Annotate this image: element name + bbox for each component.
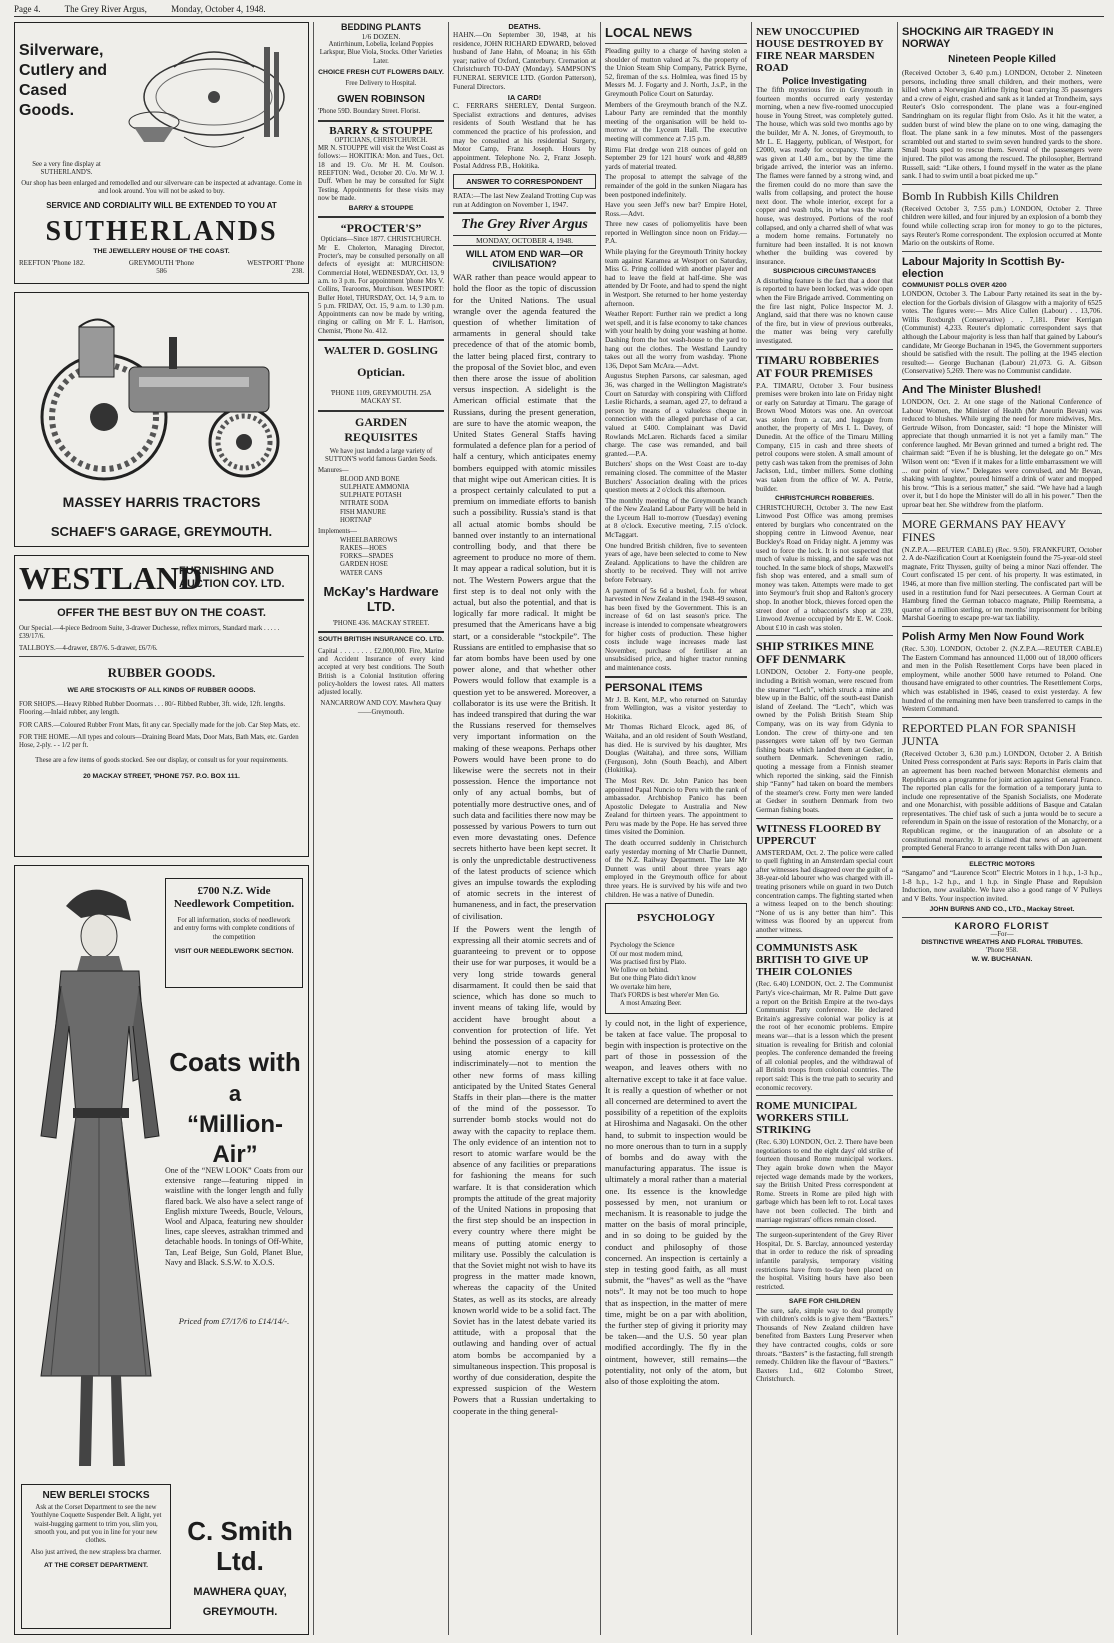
c-smith-ad — [14, 865, 309, 1635]
coats-line3: “Million-Air” — [187, 1111, 283, 1168]
psychology-poem-line: That's FORDS is best where'er Men Go. — [610, 992, 720, 999]
editorial-text: WAR rather than peace would appear to hold the floor as the topic of discussion for the United Nations. The usual wrangle over the agenda featured the question of whether limitation of armaments in general should take precedence of that of the atomic bomb, the latter being placed first, contrary to the proposal of the Soviet bloc, and even then there arose the issue of abolition versus inspection. A sidelight is the American official estimate that the Russians, during the present generation, are sure to have the atomic weapon, the United States General Staffs having formulated a defence plan for a period of half a century, which anticipates enemy bombers equipped with atomic missiles that might wipe out American cities. It is a prospect certainly calculated to put a premium on immediate efforts to banish such a possibility. Russia's stand is that all actual atomic bombs should be banned over instantly to an international controlling body, and that there be agreement to produce no more of them. It may appear a radical solution, but it is not. The Western Powers argue that the first step is to deal not only with the actual, but also the potential, and that is logically far more radical. It might be presumed that the Americans have a big start, or a considerable “stockpile”. The Russians are entitled to emphasise that so far atom bombs have been used by one power alone, and that whether other Powers would follow that example is a question yet to be answered. Moreover, a collaborator is its use were the British. It has indeed transpired that during the war the Russians reserved for themselves very important information on the making of these weapons. Perhaps other Powers would have been prone to do likewise were the secrets not in their possession. Hence the importance not only of any actual bombs, but of potentially more destructive ones, and of such data and facilities there now may be possessed by various Powers to turn out even more devastating ones. Defence secrets hitherto have been kept secret. It is only the unpredictable destructiveness of the latest products of science which gives an impulse towards the exploding of atomic secrets in the interest of humaneness, and in fact, the preservation of civilisation. — [453, 272, 596, 921]
garden-intro: We have just landed a large variety of SUTTON'S world famous Garden Seeds. — [325, 447, 437, 463]
local-news-item: Rimu Flat dredge won 218 ounces of gold on September 29 for 121 hours' work and 48,889 yards of material treated. — [605, 145, 747, 171]
psychology-poem-line: But one thing Plato didn't know — [610, 975, 697, 983]
suspicious-title: SUSPICIOUS CIRCUMSTANCES — [773, 268, 876, 276]
gwen-address: 'Phone 59D. Boundary Street. Florist. — [318, 108, 421, 116]
coats-price: Priced from £7/17/6 to £14/14/-. — [178, 1316, 290, 1326]
christchurch-title: CHRISTCHURCH ROBBERIES. — [775, 495, 874, 503]
smith-addr2: GREYMOUTH. — [202, 1606, 278, 1618]
psychology-poem-line: We follow on behind. — [610, 967, 669, 975]
rubber-home: FOR THE HOME.—All types and colours—Draining Board Mats, Door Mats, Bath Mats, etc. Garden Hose, 2-ply. - - 1/2 per ft. — [19, 734, 299, 750]
psychology-title: PSYCHOLOGY — [636, 912, 716, 925]
junta-title: REPORTED PLAN FOR SPANISH JUNTA — [902, 720, 1076, 748]
card-notice: C. FERRARS SHERLEY, Dental Surgeon. Specialist extractions and dentures, advises residents of South Westland that he has commenced the practice of his profession, and may be consulted at his residential Surgery, Motor Camp, Franz Joseph. Hours by appointment. Telephone No. 2, Franz Joseph. Postal Address P.B., Hokitika. — [453, 102, 596, 171]
bedding-title: BEDDING PLANTS — [340, 22, 421, 32]
personal-items-title: PERSONAL ITEMS — [605, 681, 703, 694]
massey-name: MASSEY HARRIS TRACTORS — [62, 494, 261, 510]
rubber-closing: These are a few items of goods stocked. See our display, or consult us for your requirements. — [35, 756, 288, 764]
karoro-name: W. W. BUCHANAN. — [971, 955, 1033, 963]
editorial-continuation: ly could not, in the light of experience, be taken at face value. The proposal to begin with inspection is protective on the part of those in possession of the weapon, and leaves others with no alternative except to take it at face value. It is really a question of whether or not all concerned are determined to avert the possibility of a repetition of the exploits at Hiroshima and Nagasaki. On the other hand, to submit to inspection would be no more onerous than to turn in a supply of bombs and do away with the manufacturing apparatus. The issue is ultimately a moral rather than a material one. Its essence is the knowledge possessed by men, not uranium or mechanism. It is reasonable to judge the matter on the basis of moral principle, and in so doing to be guided by the conduct and philosophy of those concerned. An inspection is certainly a step in testing good faith, as all must submit, the “haves” as well as the “have nots”. It may not be too much to hope that as inspection, in the matter of mere time, might be on a par with abolition, the further step of giving it priority may be taken—and the U.S. 50 year plan modified accordingly. The fly in the ointment, however, still remains—the potentiality, not only of the atom, but also of those exploiting the atom. — [605, 1017, 747, 1387]
ship-story: LONDON, October 2. Forty-one people, including a British woman, were rescued from the steamer “Lech”, which struck a mine and blew up in the Baltic, off the south-east Danish island of Zeeland. The “Lech”, which was owned by the Polish British Steam Ship Company, was on its way from Gdynia to London. The crew of thirty-one and ten passengers were taken off by two German fishing boats which landed them at Gedser, in southern Denmark. Scheveningen radio, quoting a message from a Finnish steamer which reported the sinking, said the Finnish ship “Fanny” had taken on board the members of the steamer's crew. Forty men were landed at Gedser in southern Denmark from two German fishing boats. — [756, 668, 893, 814]
sutherlands-name: SUTHERLANDS — [45, 216, 278, 248]
woman-coat-illustration — [21, 876, 161, 1476]
local-news-item: One hundred British children, five to seventeen years of age, have been selected to come to New Zealand. Applications to have the children are shortly to be received. They will not arrive before February. — [605, 541, 747, 585]
manures-title: Manures— — [318, 467, 349, 475]
barry-stouppe-sub: OPTICIANS, CHRISTCHURCH. — [334, 136, 428, 144]
safe-title: SAFE FOR CHILDREN — [788, 1298, 861, 1306]
list-item: FORKS—SPADES — [340, 553, 394, 561]
list-item: FISH MANURE — [340, 508, 386, 516]
berlei-body: Ask at the Corset Department to see the new Youthlyne Coquette Suspender Belt. A light, yet waist-hugging garment to trim you, slim you, smooth you, and put you in line for your new clothes. — [30, 1504, 162, 1545]
psychology-poem-line: A most Amazing Beer. — [620, 1000, 682, 1008]
column-2 — [318, 22, 444, 1635]
surgeon-notice: The surgeon-superintendent of the Grey River Hospital, Dr. S. Barclay, announced yesterday that in order to reduce the risk of spreading infantile paralysis, temporary visiting restrictions have from to-day been placed on the hospital. Visiting hours have also been restricted. — [756, 1231, 893, 1291]
labour-story: LONDON, October 3. The Labour Party retained its seat in the by-election for the Gorbals division of Glasgow with a majority of 6525 votes. The figures were:— Mrs Alice Cullen (Labour) . . 13,706. Willis Roxburgh (Conservative) . . 7,181. Peter Kerrigan (Communist) 4,233. Reuter's diplomatic correspondent says that although the Labour majority is less than half that gained by Labour's candidate, Mr George Buchanan in 1945, the Government supporters should be satisfied with the result. The polling at the 1945 election resulted:— George Buchanan (Labour) 21,073. G. A. Gibson (Conservative) 5,269. There was no Communist candidate. — [902, 289, 1102, 376]
smith-name: C. Smith Ltd. — [187, 1516, 293, 1576]
gosling-address: 'PHONE 1109, GREYMOUTH. 25A MACKAY ST. — [330, 390, 432, 406]
norway-subtitle: Nineteen People Killed — [948, 54, 1056, 65]
list-item: SULPHATE AMMONIA — [340, 483, 410, 491]
coats-body: One of the “NEW LOOK” Coats from our extensive range—featuring nipped in waistline with the longer length and fully flared back. We also have a select range of English mixture Tweeds, Boucle, Velours, Wool and Alpaca, featuring new shoulder lines, cape sleeves, astrakhan trimmed and detachable hoods. In tonings of Off-White, Tan, Leaf Beige, Sun Gold, Planet Blue, Navy and Black. S.S.W. to X.O.S. — [165, 1166, 303, 1267]
sutherlands-service: SERVICE AND CORDIALITY WILL BE EXTENDED TO YOU AT — [46, 201, 277, 211]
blushed-title: And The Minister Blushed! — [902, 383, 1042, 396]
silverware-illustration — [114, 27, 299, 167]
column-rule — [448, 22, 449, 1635]
column-4 — [605, 22, 747, 1635]
local-news-item: Three new cases of poliomyelitis have been reported in Wellington since noon on Friday.—P.A. — [605, 220, 747, 246]
branch-reefton: REEFTON 'Phone 182. — [19, 259, 85, 268]
list-item: WATER CANS — [340, 569, 383, 577]
cut-flowers: CHOICE FRESH CUT FLOWERS DAILY. — [318, 68, 444, 76]
communists-title: COMMUNISTS ASK BRITISH TO GIVE UP THEIR COLONIES — [756, 942, 868, 979]
list-item: WHEELBARROWS — [340, 536, 398, 544]
timaru-story: P.A. TIMARU, October 3. Four business premises were broken into late on Friday night or early on Saturday at Timaru. The garage of Brown Wood Motors was one. An overcoat was stolen from a car, and luggage from another, the property of Mrs I. L. Davey, of Dunedin. At the office of the Timaru Milling Company, £15 in cash and three sheets of petrol coupons were stolen. A small amount of petty cash was taken from the premises of John Jackson, Ltd., timber millers. Some clothing was taken from the office of W. A. Petrie, builder. — [756, 381, 893, 493]
coats-line1: Coats with — [169, 1047, 301, 1077]
column-rule — [313, 22, 314, 1635]
deaths-notice: HAHN.—On September 30, 1948, at his residence, JOHN RICHARD EDWARD, beloved husband of Jane Hahn, of Moana; in his 65th year; native of Oxford, Canterbury. Cremation at Christchurch TO-DAY (Monday). SAMPSON'S FUNERAL SERVICE LTD. (Gordon Patterson), Funeral Directors. — [453, 31, 596, 91]
sbi-title: SOUTH BRITISH INSURANCE CO. LTD. — [318, 636, 444, 644]
coats-line2: a — [228, 1081, 242, 1106]
westland-special: Our Special.—4-piece Bedroom Suite, 3-drawer Duchesse, reflex mirrors, Standard mark . . . . . £39/17/6. — [19, 625, 280, 641]
editorial-title: WILL ATOM END WAR—OR CIVILISATION? — [465, 249, 584, 270]
sutherlands-headline: Silverware, Cutlery and Cased Goods. — [19, 42, 108, 119]
rome-title: ROME MUNICIPAL WORKERS STILL STRIKING — [756, 1100, 857, 1137]
sutherlands-body: Our shop has been enlarged and remodelled and our silverware can be inspected at advantage. Come in and look around. You will not be asked to buy. — [21, 179, 302, 195]
gwen-robinson: GWEN ROBINSON — [337, 94, 425, 106]
page-number: Page 4. — [14, 4, 41, 14]
answer-text: RATA:—The last New Zealand Trotting Cup was run at Addington on November 1, 1947. — [453, 191, 596, 209]
garden-title: GARDEN REQUISITES — [344, 414, 418, 444]
local-news-title: LOCAL NEWS — [605, 25, 693, 40]
column-6 — [902, 22, 1102, 1635]
christchurch-story: CHRISTCHURCH, October 3. The new East Linwood Post Office was among premises entered by burglars who concentrated on the shopping centre in Linwood Avenue, near Buckley's Road on Friday night. A jemmy was used to force the lock. It is not suspected that much of value is missing, and the safe was not touched. In the same block of shops, Maxwell's fish shop was entered, and a small sum of money was taken. Attempts were made to get into Seymour's fruit shop and Ralton's grocery shop. In another block, thieves forced open the street door of a tobacconist's shop at 239, Linwood Avenue occupied by Mr E. W. Cook. About £10 in cash was stolen. — [756, 503, 893, 632]
berlei-dept: AT THE CORSET DEPARTMENT. — [44, 1561, 148, 1569]
local-news-item: The proposal to attempt the salvage of the remainder of the gold in the sunken Niagara has been postponed indefinitely. — [605, 173, 747, 199]
labour-subtitle: COMMUNIST POLLS OVER 4200 — [902, 281, 1007, 289]
local-news-item: Augustus Stephen Parsons, car salesman, aged 36, was charged in the Wellington Magistrate's Court on Saturday with conspiring with Clifford Leslie Richards, a seaman, aged 27, to defraud a person by means of a valueless cheque in connection with the alleged purchase of a car, valued at £400. Complainant was David Rowlands McLaren. Richards faced a similar charge. The case was remanded, and bail granted.—P.A. — [605, 372, 747, 458]
timaru-title: TIMARU ROBBERIES AT FOUR PREMISES — [756, 352, 880, 380]
gosling-sub: Optician. — [357, 365, 405, 380]
list-item: HORTNAP — [340, 516, 372, 524]
needlework-body: For all information, stocks of needlework and entry forms with complete conditions of the competition — [173, 917, 295, 941]
bomb-title: Bomb In Rubbish Kills Children — [902, 188, 1059, 203]
branch-greymouth: GREYMOUTH 'Phone 586 — [128, 259, 195, 276]
westland-ad — [14, 555, 309, 857]
sbi-body: Capital . . . . . . . . £2,000,000. Fire, Marine and Accident Insurance of every kind accepted at very best conditions. The South British is a Colonial Institution offering policy-holders the lowest rates. All matters adjusted locally. — [318, 647, 444, 697]
motors-company: JOHN BURNS AND CO., LTD., Mackay Street. — [929, 905, 1075, 913]
card-title: IA CARD! — [507, 93, 542, 103]
karoro-body: DISTINCTIVE WREATHS AND FLORAL TRIBUTES. — [921, 939, 1083, 947]
karoro-title: KARORO FLORIST — [954, 920, 1050, 931]
blushed-story: LONDON, Oct. 2. At one stage of the National Conference of Labour Women, the Minister of Health (Mr Aneurin Bevan) was reduced to blushes. While urging the need for more midwives, Mrs. Gertrude Wilson, from Doncaster, said: “I hope the Minister will appreciate that though unmarried it is not yet a family man.” The conference laughed. Mr Bevan grinned and turned a bright red. The chairman said: “Even if he is blushing, let the delegate go on.” Mrs Wilson went on: “Even if it makes for a little embarrassment we will ... our point of view.” Delegates were convulsed, and Mr Bevan, shaking with laughter, poured himself a drink of water and mopped his brow. “This is a serious matter,” she said. “We have had a laugh over it, but I do hope the Minister will do all in his power.” Then the uproar beat her. She withdrew from the platform. — [902, 397, 1102, 510]
needlework-visit: VISIT OUR NEEDLEWORK SECTION. — [174, 947, 294, 955]
suspicious-story: A disturbing feature is the fact that a door that is reported to have been locked, was wide open when the Fire Brigade arrived. Commenting on the fire last night, Police Inspector M. J. Angland, said that there was no known cause of the fire, but in view of previous outbreaks, the matter was being very carefully investigated. — [756, 276, 893, 345]
mckay-address: 'PHONE 436. MACKAY STREET. — [332, 620, 430, 628]
sutherlands-tagline: THE JEWELLERY HOUSE OF THE COAST. — [93, 248, 230, 256]
implements-title: Implements— — [318, 528, 357, 536]
berlei-strapless: Also just arrived, the new strapless bra charmer. — [30, 1549, 162, 1557]
column-5 — [756, 22, 893, 1635]
polish-title: Polish Army Men Now Found Work — [902, 630, 1085, 643]
editorial-text-2: If the Powers went the length of expressing all their atomic secrets and of guaranteeing to prevent or to oppose their use for war purposes, it would be a very long stride towards general disarmament. It could then be said that science, which has done so much to invent means of taking life, would by accident have brought about a convention for protection of life. Yet behind the possession of a capacity for using atomic energy to kill indiscriminately—not to mention the other new forms of mass killing anticipated by the United States General Staffs in their plan—there is the matter of the mind of the possessor. To surrender bomb stocks would not do away with the capacity to replace them. The only evidence of an intention not to resort to atomic warfare would be the absence of any facilities or preparations for fashioning the means for such warfare. It is that consideration which prompts the attitude of the great majority of the United Nations in proposing that the first step should be an inspection in every country where there might be means of putting atomic energy to military use. Possibly the calculation is that the Soviet might not wish to have its progress in the matter made known, whereas the capacity of the United States, as well as its stocks, are already known world wide to be a solid fact. The Soviet has in the latest debate varied its attitude, with a proposal that the outlawing and handing over of actual atom bombs be accompanied by a simultaneous inspection. This proposal is worthy of due consideration, despite the expressed suspicion of the Western Powers that a Russian undertaking to cooperate in the thing general- — [453, 923, 596, 1416]
gosling-title: WALTER D. GOSLING — [323, 345, 439, 358]
psychology-ad — [605, 903, 747, 1013]
fire-title: NEW UNOCCUPIED HOUSE DESTROYED BY FIRE NEAR MARSDEN ROAD — [756, 26, 884, 74]
tractor-illustration — [19, 297, 304, 487]
westland-company: FURNISHING AND AUCTION COY. LTD. — [179, 565, 285, 590]
massey-dealer: SCHAEF'S GARAGE, GREYMOUTH. — [50, 524, 273, 539]
germans-title: MORE GERMANS PAY HEAVY FINES — [902, 516, 1066, 544]
ship-title: SHIP STRIKES MINE OFF DENMARK — [756, 639, 875, 667]
rubber-cars: FOR CARS.—Coloured Rubber Front Mats, fit any car. Specially made for the job. Car Step Mats, etc. — [19, 721, 300, 729]
sutherlands-display: See a very fine display at SUTHERLAND'S. — [32, 161, 101, 177]
personal-item: Mr Thomas Richard Elcock, aged 86, of Waitaha, and an old resident of South Westland, has died. He is survived by his daughter, Mrs Douglas (Waitaha), and three sons, William (Ferguson), John (South Beach), and Albert (Hokitika). — [605, 723, 747, 775]
rubber-goods-title: RUBBER GOODS. — [107, 664, 216, 680]
rubber-shops: FOR SHOPS.—Heavy Ribbed Rubber Doormats . . . 80/- Ribbed Rubber, 3ft. wide, 12ft. lengths. Flooring.—Inlaid rubber, any length. — [19, 701, 286, 717]
rubber-stockists: WE ARE STOCKISTS OF ALL KINDS OF RUBBER GOODS. — [67, 686, 256, 694]
communists-story: (Rec. 6.40) LONDON, Oct. 2. The Communist Party's vice-chairman, Mr R. Palme Dutt gave a report on the British Empire at the two-days Communist Party conference. He declared Britain's aggressive colonial war policy is at the root of her economic problems. Empire means war—that is a lesson which the present situation is revealing for British and colonial peoples. The conference demanded the freeing of all colonial peoples, and the withdrawal of all British troops from colonial countries. The report said: This is the true path to security and economic recovery. — [756, 980, 893, 1092]
berlei-box — [21, 1484, 171, 1629]
manures-list — [340, 476, 444, 526]
local-news-item: Have you seen Jeff's new bar? Empire Hotel, Ross.—Advt. — [605, 201, 747, 218]
psychology-poem-line: We overtake him here, — [610, 983, 672, 991]
list-item: GARDEN HOSE — [340, 561, 388, 569]
psychology-poem-line: Was practised first by Plato. — [610, 958, 687, 966]
procters-sub: Opticians—Since 1877. CHRISTCHURCH. — [320, 236, 442, 244]
personal-item: Mr J. B. Kent, M.P., who returned on Saturday from Wellington, was a visitor yesterday to Hokitika. — [605, 695, 747, 721]
local-news-item: While playing for the Greymouth Trinity hockey team against Karamea at Westport on Saturday, Miss G. Pring collided with another player and had to leave the field at half-time. She was attended by Dr Foote, and had to spend the night in Westport. She returned to her home yesterday afternoon. — [605, 248, 747, 308]
bomb-story: (Received October 3, 7.55 p.m.) LONDON, October 2. Three children were killed, and four injured by an explosion of a bomb they found while collecting scrap iron for money to go to the pictures, says Reuter's Rome correspondent. The explosion occurred at Monte Mario on the outskirts of Rome. — [902, 204, 1102, 248]
witness-title: WITNESS FLOORED BY UPPERCUT — [756, 822, 881, 847]
fire-story: The fifth mysterious fire in Greymouth in fourteen months occurred early yesterday morning, when a new five-roomed unoccupied house in Young Street, was completely gutted. The house, which was sold two months ago by the builder, Mr A. N. Jones, of Greymouth, to Mr L. E. Haggerty, publican, of Westport, for £2000, was ready for occupancy. The alarm was given at 1.40 a.m., but by the time the brigade arrived, the interior was an inferno. The flames were fanned by a strong wind, and the firemen could do no more than save the walls from collapsing, and protect the house next door. The whole interior, except for a copper and wash tubs, in what was the wash house, was destroyed. Portions of the roof collapsed, and only a charred shell of what was a modern home remains. Fortunately no furniture had been installed. It is not known whether the building was covered by insurance. — [756, 86, 893, 266]
barry-stouppe-body: MR N. STOUPPE will visit the West Coast as follows:— HOKITIKA: Mon. and Tues., Oct. 18 and 19. C/o. Mr H. M. Coulson. REEFTON: Wed., October 20. C/o. Mr W. J. Duff. When he may be consulted for Sight Testing. Appointments for these visits may now be made. — [318, 145, 444, 202]
witness-story: AMSTERDAM, Oct. 2. The police were called to quell fighting in an Amsterdam special court after witnesses had disagreed over the guilt of a 38-year-old labourer who was charged with ill-treating prisoners while on guard in two Dutch concentration camps. The fighting started when a witness leaped on to the bench shouting: “None of us is any better than him”. This witness was floored by an uppercut from another witness. — [756, 848, 893, 934]
procters-body: Mr E. Cholerton, Managing Director, Procter's, may be consulted personally on all defects of eyesight at: MURCHISON: Commercial Hotel, WEDNESDAY, Oct. 13, 9 a.m. to 3 p.m. For appointment 'phone Mrs V. Collins, Tearooms, Murchison. WESTPORT: Buller Hotel, THURSDAY, Oct. 14, 9 a.m. to 5 p.m. FRIDAY, Oct. 15, 9 a.m. to 1.30 p.m. Appointments can now be made by writing, ringing or calling on Mr F. L. Harrison, Chemist, 'Phone No. 412. — [318, 244, 444, 335]
polish-story: (Rec. 5.30). LONDON, October 2. (N.Z.P.A.—REUTER CABLE) The Eastern Command has announced 11,000 out of 18,000 officers and men in the Polish Resettlement Corps have been placed in employment, while another 5000 have returned to Poland. One thousand have emigrated to other countries. The Resettlement Corps, which was established in 1946, ceased to exist yesterday. A few hundred of the remaining men have been transferred to camps in the Western Command. — [902, 644, 1102, 714]
local-news-item: Butchers' shops on the West Coast are to-day remaining closed. The committee of the Master Butchers' Association dealing with the prices question meets at 2 o'clock this afternoon. — [605, 460, 747, 495]
column-3 — [453, 22, 596, 1635]
sutherlands-ad — [14, 22, 309, 284]
local-news-item: Members of the Greymouth branch of the N.Z. Labour Party are reminded that the monthly meeting of the organisation will be held to-morrow at the Lyceum Hall. The executive meeting will commence at 7.15 p.m. — [605, 100, 747, 143]
nancarrow: NANCARROW AND COY. Mawhera Quay——Greymouth. — [320, 700, 442, 716]
norway-title: SHOCKING AIR TRAGEDY IN NORWAY — [902, 26, 1054, 50]
barry-stouppe-title: BARRY & STOUPPE — [329, 124, 433, 137]
local-news-item: Pleading guilty to a charge of having stolen a shoulder of mutton valued at 7s. the property of the Union Steam Ship Company, Patrick Byrne, 52, fireman of the s.s. Holmlea, was fined 15 by Messrs M. J. Fogarty and J. North, J.s.P., in the Greymouth Police Court on Saturday. — [605, 47, 747, 98]
smith-addr1: MAWHERA QUAY, — [193, 1586, 287, 1598]
fire-subtitle: Police Investigating — [782, 76, 867, 86]
barry-stouppe-footer: BARRY & STOUPPE — [348, 205, 414, 213]
massey-harris-ad — [14, 292, 309, 547]
karoro-phone: 'Phone 958. — [986, 947, 1018, 955]
column-rule — [600, 22, 601, 1635]
procters-title: “PROCTER'S” — [340, 221, 422, 236]
flag-title: The Grey River Argus — [461, 217, 588, 233]
needlework-box — [165, 878, 303, 988]
rome-story: (Rec. 6.30) LONDON, Oct. 2. There have been negotiations to end the eight days' old strike of fourteen thousand Rome municipal workers. They again broke down when the Mayor rejected wage demands made by the workers, say the British United Press correspondent at Rome. Streets in Rome are piled high with garbage which has been left to rot. Local taxes have not been collected. The birth and marriage registrars' offices remain closed. — [756, 1138, 893, 1224]
personal-item: The Most Rev. Dr. John Panico has been appointed Papal Nuncio to Peru with the rank of ambassador. Archbishop Panico has been Apostolic Delegate to Australia and New Zealand for thirteen years. The appointment to Peru was made by the Pope. He has served three times visited the Dominion. — [605, 776, 747, 837]
needlework-title: £700 N.Z. Wide Needlework Competition. — [173, 885, 295, 910]
column-rule — [751, 22, 752, 1635]
mckay-title: McKay's Hardware LTD. — [323, 584, 439, 615]
bedding-list: Antirrhinum, Lobelia, Iceland Poppies Larkspur, Blue Viola, Stocks. Other Varieties Later. — [319, 41, 443, 65]
westland-address: 20 MACKAY STREET, 'PHONE 757. P.O. BOX 111. — [83, 772, 240, 780]
paper-name: The Grey River Argus, — [64, 4, 147, 14]
personal-item: The death occurred suddenly in Christchurch early yesterday morning of Mr Charlie Dunnett, of the N.Z. Railway Department. The late Mr Dunnett was until about three years ago employed in the Greymouth office for about three years. He is survived by his wife and two children. He was a native of Dunedin. — [605, 839, 747, 899]
norway-story: (Received October 3, 6.40 p.m.) LONDON, October 2. Nineteen persons, including three small children, and their mothers, were killed when a Norwegian Airline flying boat carrying 35 passengers and a crew of eight, crashed and sank as it landed at Trondheim, says Reuter's Oslo correspondent. The plane was a four-engined Sandringham on its regular flight from Oslo. As it hit the water, a sudden burst of wind blew the plane on to one wing, damaging the float. The plane sank in a few minutes. Most of the passengers scrambled out and started to swim seven hundred yards to the shore. Small boats sped to rescue them. Several of the passengers were injured. The pilot was among the rescued. The philosopher, Bertrand Russell, said: “Like others, I found myself in the water as the plane sank. I had to swim until a boat picked me up.” — [902, 69, 1102, 181]
local-news-item: The monthly meeting of the Greymouth branch of the New Zealand Labour Party will be held in the Lyceum Hall to-morrow (Tuesday) evening at 8 o'clock. Executive meeting, 7.15 o'clock. McTaggart. — [605, 496, 747, 540]
list-item: SULPHATE POTASH — [340, 492, 402, 500]
flag-date: MONDAY, OCTOBER 4, 1948. — [453, 235, 596, 246]
karoro-for: —For— — [990, 930, 1014, 938]
page-header — [14, 4, 1104, 17]
column-rule — [897, 22, 898, 1635]
psychology-poem-line: Psychology the Science — [610, 942, 675, 950]
page-date: Monday, October 4, 1948. — [171, 4, 266, 14]
deaths-title: DEATHS. — [508, 22, 541, 31]
motors-body: “Sangamo” and “Laurence Scott” Electric Motors in 1 h.p., 1-3 h.p., 1-8 h.p., 1-2 h.p., and 1 h.p. in Single Phase and Repulsion Induction, now available. We have also a good range of V Pulleys and V Belts. Your inspection invited. — [902, 869, 1102, 903]
bedding-price: 1/6 DOZEN. — [361, 32, 401, 41]
local-news-item: Weather Report: Further rain we predict a long wet spell, and it is false economy to take chances with your health by doing your washing at home. Dashing from the hot wash-house to the yard to hang out the clothes. The Westland Laundry takes out all the worry from washday. 'Phone 136, Depot Sam McAra.—Advt. — [605, 310, 747, 370]
list-item: NITRATE SODA — [340, 500, 389, 508]
branch-westport: WESTPORT 'Phone 238. — [247, 259, 304, 276]
implements-list — [340, 537, 444, 578]
psychology-poem-line: Of our most modern mind, — [610, 950, 683, 958]
motors-title: ELECTRIC MOTORS — [969, 860, 1035, 868]
answer-title: ANSWER TO CORRESPONDENT — [453, 174, 596, 189]
germans-story: (N.Z.P.A.—REUTER CABLE) (Rec. 9.50). FRANKFURT, October 2. A de-Nazification Court at Koenigstein found the 75-year-old steel magnate, Fritz Thyssen, guilty of being a minor Nazi offender. The Court confiscated 15 per cent. of his property. It was estimated, in 1946, at more than five million sterling. The confiscated part will be used in a restitution fund for Nazi persecutees. A German Court at Hamburg fined the German tobacco magnate, Philip Reemtsma, a quarter of a million sterling, or ten months' imprisonment for bribing Marshal Goering to escape pre-war tax liability. — [902, 545, 1102, 623]
local-news-item: A payment of 5s 6d a bushel, f.o.b. for wheat harvested in New Zealand in the 1948-49 season, has been fixed by the Government. This is an increase of 6d on last season's price. The increase is intended to compensate wheatgrowers for higher costs of production. These higher costs include wage increases made last November, purchase of fertiliser at an unsubsidised price, and higher tractor running and maintenance costs. — [605, 586, 747, 672]
list-item: BLOOD AND BONE — [340, 475, 400, 483]
junta-story: (Received October 3, 6.30 p.m.) LONDON, October 2. A British United Press correspondent at Paris says: Reports in Paris claim that an agreement has been reached between Monarchist elements and Republicans on a programme for joint action against General Franco. The reported plan calls for the formation of a temporary junta to include one representative of the Spanish Socialists, one Moderate and one Monarchist, with possible additions of Basque and Catalan representatives. The chief task of such a junta would be to secure a referendum in Spain on the issue of restoration of the Monarchy, or a Republican regime, or the inauguration of an absolute or a constitutional monarchy. It is claimed that news of an agreement prompted General Franco to arrange recent talks with Don Juan. — [902, 749, 1102, 853]
safe-story: The sure, safe, simple way to deal promptly with children's colds is to give them “Baxters.” Thousands of New Zealand children have benefited from Baxters Lung Preserver when they have contracted coughs, colds or sore throats. “Baxters” is the fastacting, full strength remedy. Children like the flavour of “Baxters.” Baxters Ltd., 602 Colombo Street, Christchurch. — [756, 1306, 893, 1384]
westland-offer: OFFER THE BEST BUY ON THE COAST. — [57, 607, 266, 619]
list-item: RAKES—HOES — [340, 544, 387, 552]
free-delivery: Free Delivery to Hospital. — [345, 80, 417, 88]
labour-title: Labour Majority In Scottish By-election — [902, 255, 1065, 280]
westland-tallboys: TALLBOYS.—4-drawer, £8/7/6. 5-drawer, £6/7/6. — [19, 644, 158, 652]
berlei-title: NEW BERLEI STOCKS — [42, 1490, 150, 1501]
westland-name: WESTLAND — [19, 560, 203, 596]
